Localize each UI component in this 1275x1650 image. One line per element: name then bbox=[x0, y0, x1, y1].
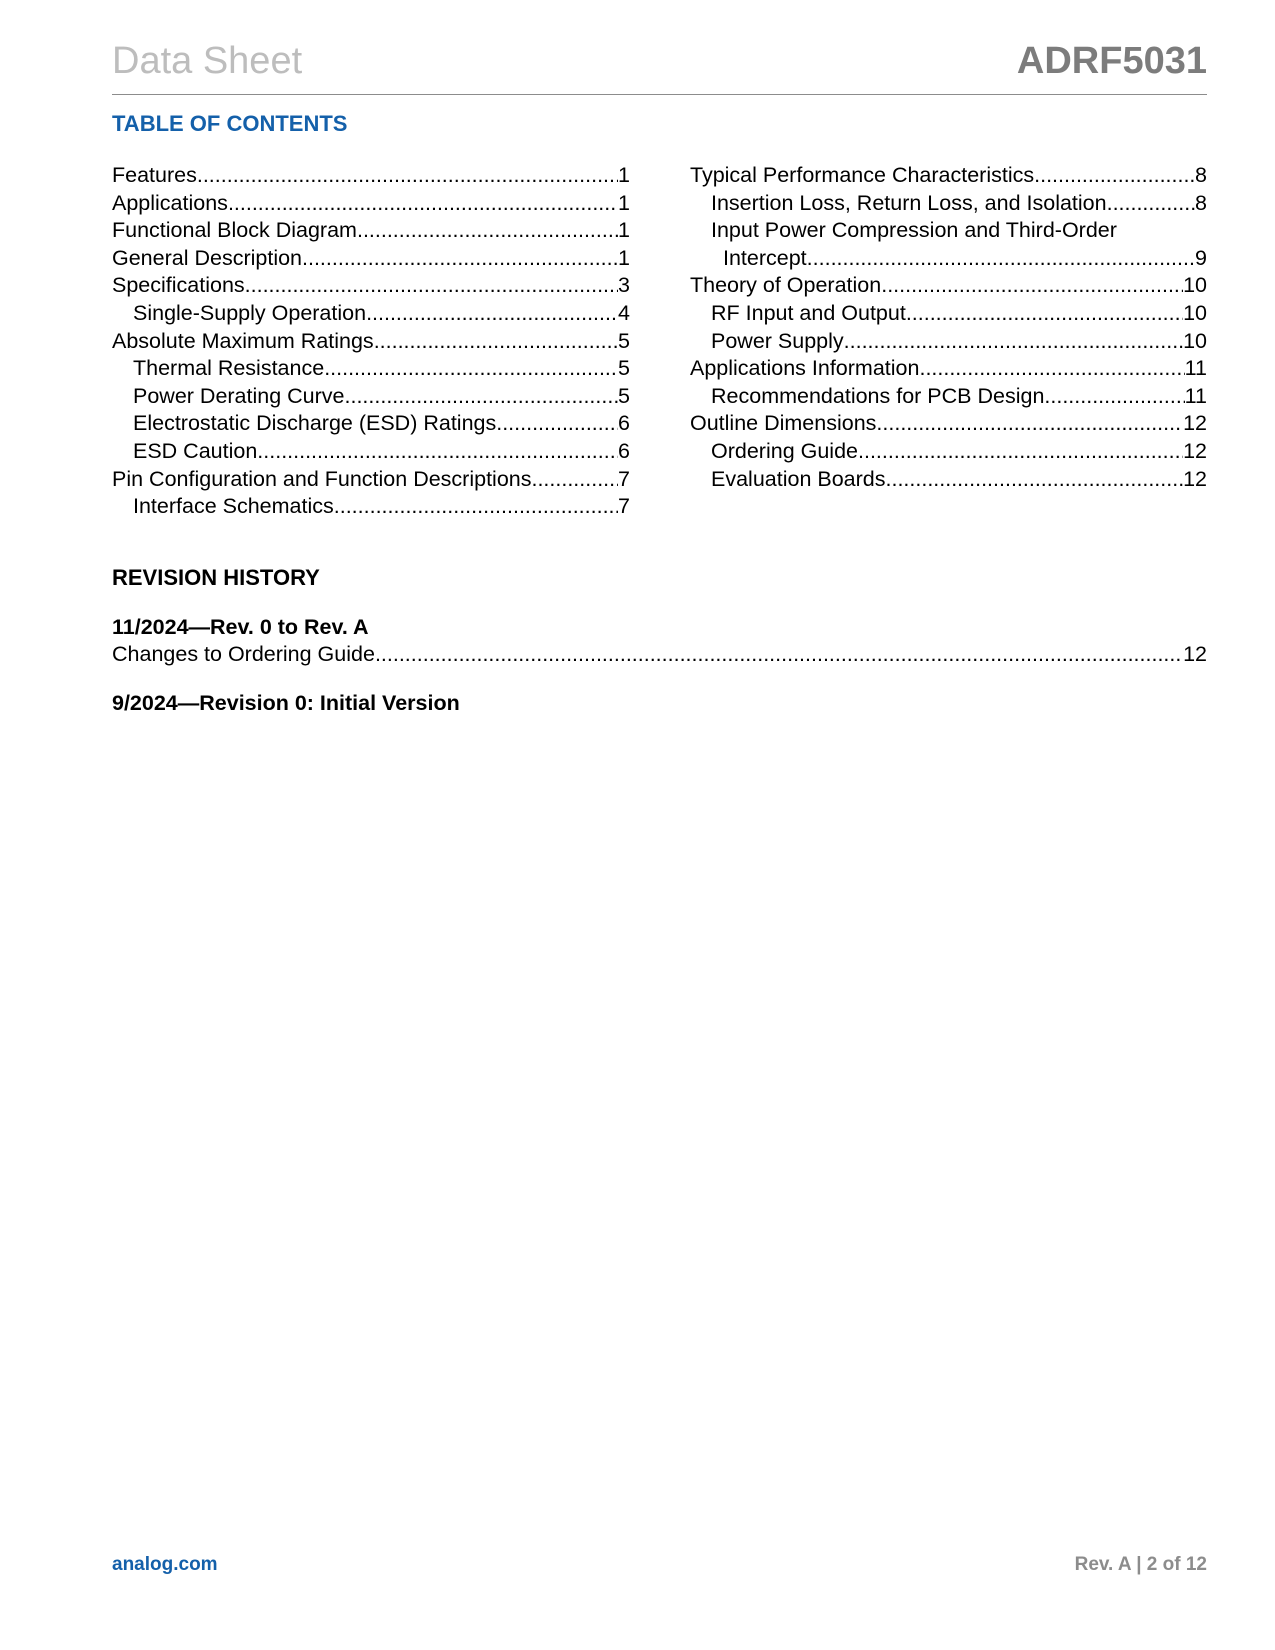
toc-subentry[interactable] bbox=[690, 328, 1207, 356]
toc-entry-page: 1 bbox=[618, 218, 630, 243]
toc-entry-page: 1 bbox=[618, 190, 630, 215]
footer-website-link[interactable]: analog.com bbox=[112, 1554, 218, 1575]
toc-entry-page: 6 bbox=[618, 411, 630, 436]
toc-entry[interactable] bbox=[690, 355, 1207, 383]
toc-entry-title: Thermal Resistance bbox=[133, 356, 325, 381]
toc-subentry[interactable] bbox=[112, 410, 630, 438]
toc-entry-title: Applications Information bbox=[690, 356, 920, 381]
toc-subentry[interactable] bbox=[112, 355, 630, 383]
toc-right-column bbox=[690, 162, 1207, 493]
toc-entry-title: Single-Supply Operation bbox=[133, 300, 367, 325]
toc-entry-title: Recommendations for PCB Design bbox=[711, 383, 1045, 408]
toc-entry-page: 4 bbox=[618, 300, 630, 325]
toc-left-column bbox=[112, 162, 630, 521]
toc-subentry[interactable] bbox=[112, 493, 630, 521]
toc-entry-page: 5 bbox=[618, 356, 630, 381]
toc-subentry[interactable] bbox=[690, 190, 1207, 218]
part-number: ADRF5031 bbox=[1016, 40, 1207, 82]
toc-entry[interactable] bbox=[112, 190, 630, 218]
toc-subentry[interactable] bbox=[690, 438, 1207, 466]
toc-subentry[interactable] bbox=[112, 383, 630, 411]
toc-entry-title: General Description bbox=[112, 245, 303, 270]
toc-entry-page: 10 bbox=[1183, 300, 1207, 325]
revision-change-page: 12 bbox=[1183, 642, 1207, 666]
revision-change-text: Changes to Ordering Guide bbox=[112, 642, 375, 666]
toc-subentry[interactable] bbox=[690, 383, 1207, 411]
toc-entry-page: 10 bbox=[1183, 273, 1207, 298]
toc-entry-title: Intercept bbox=[723, 245, 807, 270]
toc-entry-page: 11 bbox=[1184, 383, 1207, 408]
revision-date: 9/2024—Revision 0: Initial Version bbox=[112, 691, 460, 715]
toc-subentry[interactable] bbox=[690, 300, 1207, 328]
toc-entry-title: ESD Caution bbox=[133, 438, 258, 463]
toc-entry-page: 8 bbox=[1195, 190, 1207, 215]
revision-history-title: REVISION HISTORY bbox=[112, 565, 320, 590]
toc-entry-title: Ordering Guide bbox=[711, 438, 858, 463]
revision-entry bbox=[112, 614, 1207, 668]
toc-entry-page: 3 bbox=[618, 273, 630, 298]
toc-subentry[interactable] bbox=[690, 466, 1207, 494]
toc-entry-title: Specifications bbox=[112, 273, 245, 298]
toc-entry-page: 12 bbox=[1183, 438, 1207, 463]
toc-entry-title: Electrostatic Discharge (ESD) Ratings bbox=[133, 411, 497, 436]
toc-entry[interactable] bbox=[112, 245, 630, 273]
toc-entry-title: Interface Schematics bbox=[133, 494, 334, 519]
toc-entry-title: Power Derating Curve bbox=[133, 383, 345, 408]
toc-entry-page: 12 bbox=[1183, 411, 1207, 436]
toc-subentry-first-line[interactable]: Input Power Compression and Third-Order bbox=[711, 218, 1117, 243]
toc-entry[interactable] bbox=[112, 328, 630, 356]
toc-entry-page: 6 bbox=[618, 438, 630, 463]
revision-date: 11/2024—Rev. 0 to Rev. A bbox=[112, 615, 369, 639]
toc-entry-title: Evaluation Boards bbox=[711, 466, 886, 491]
toc-title: TABLE OF CONTENTS bbox=[112, 111, 348, 136]
toc-entry-title: RF Input and Output bbox=[711, 300, 906, 325]
toc-entry-title: Theory of Operation bbox=[690, 273, 882, 298]
toc-subentry-continuation[interactable] bbox=[690, 245, 1207, 273]
toc-entry-title: Applications bbox=[112, 190, 228, 215]
toc-entry[interactable] bbox=[112, 272, 630, 300]
toc-entry[interactable] bbox=[690, 162, 1207, 190]
toc-entry-page: 7 bbox=[618, 494, 630, 519]
toc-entry-page: 12 bbox=[1183, 466, 1207, 491]
toc-entry-title: Power Supply bbox=[711, 328, 844, 353]
toc-entry-title: Pin Configuration and Function Descriptions bbox=[112, 466, 532, 491]
toc-entry[interactable] bbox=[112, 466, 630, 494]
toc-entry-page: 1 bbox=[618, 245, 630, 270]
toc-entry-page: 5 bbox=[618, 328, 630, 353]
toc-entry-title: Outline Dimensions bbox=[690, 411, 877, 436]
toc-entry-page: 5 bbox=[618, 383, 630, 408]
revision-entry bbox=[112, 690, 1207, 717]
toc-entry-page: 10 bbox=[1183, 328, 1207, 353]
doc-type-label: Data Sheet bbox=[112, 40, 303, 82]
toc-subentry[interactable] bbox=[112, 438, 630, 466]
toc-entry-title: Typical Performance Characteristics bbox=[690, 163, 1035, 187]
toc-entry-title: Insertion Loss, Return Loss, and Isolation bbox=[711, 190, 1107, 215]
toc-entry-page: 9 bbox=[1195, 245, 1207, 270]
toc-entry-page: 1 bbox=[618, 163, 630, 187]
toc-entry[interactable] bbox=[112, 217, 630, 245]
toc-entry-title: Absolute Maximum Ratings bbox=[112, 328, 374, 353]
toc-subentry[interactable] bbox=[112, 300, 630, 328]
toc-entry-title: Functional Block Diagram bbox=[112, 218, 357, 243]
toc-entry[interactable] bbox=[112, 162, 630, 190]
footer-revision-page: Rev. A | 2 of 12 bbox=[1074, 1554, 1207, 1575]
toc-entry-page: 7 bbox=[618, 466, 630, 491]
toc-entry[interactable] bbox=[690, 410, 1207, 438]
toc-entry[interactable] bbox=[690, 272, 1207, 300]
revision-change[interactable] bbox=[112, 641, 1207, 668]
toc-entry-page: 8 bbox=[1195, 163, 1207, 187]
toc-entry-page: 11 bbox=[1184, 356, 1207, 381]
page-header bbox=[112, 38, 1207, 95]
toc-entry-title: Features bbox=[112, 163, 197, 187]
